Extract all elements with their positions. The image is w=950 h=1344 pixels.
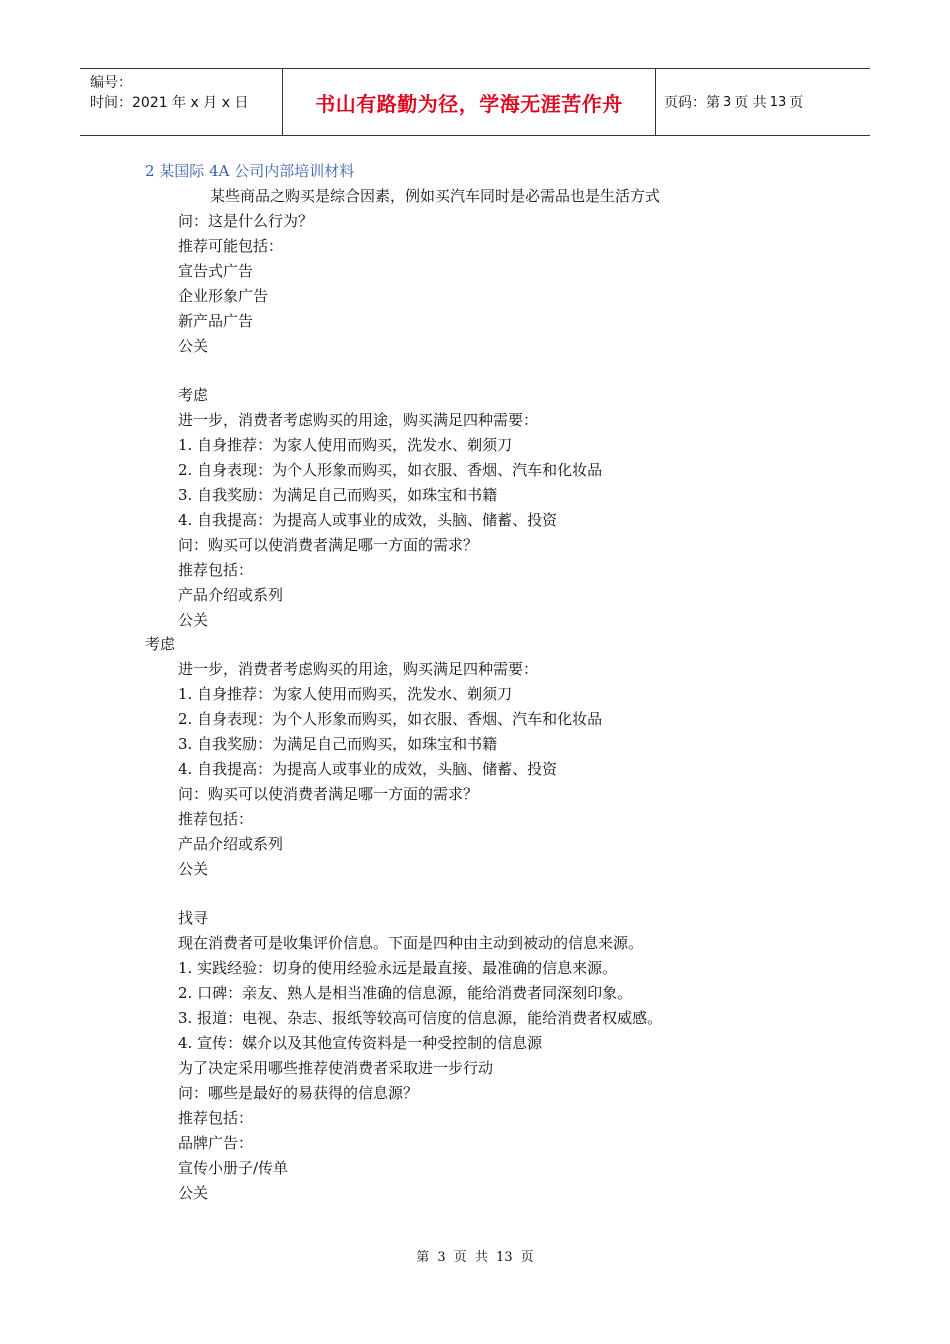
body-line: 4. 自我提高：为提高人或事业的成效，头脑、储蓄、投资 xyxy=(178,760,558,778)
header-divider-2 xyxy=(655,69,656,135)
header-page-info xyxy=(664,69,803,135)
doc-title: 2 某国际 4A 公司内部培训材料 xyxy=(145,162,355,180)
body-line: 为了决定采用哪些推荐使消费者采取进一步行动 xyxy=(178,1059,494,1077)
page-total: 13 xyxy=(769,94,787,110)
body-line: 1. 自身推荐：为家人使用而购买，洗发水、剃须刀 xyxy=(178,685,513,703)
page-mid: 页 共 xyxy=(734,95,767,111)
body-line: 公关 xyxy=(178,1184,209,1202)
body-line: 推荐包括： xyxy=(178,810,254,828)
body-line: 新产品广告 xyxy=(178,312,254,330)
body-line: 进一步，消费者考虑购买的用途，购买满足四种需要： xyxy=(178,411,539,429)
body-line: 推荐包括： xyxy=(178,561,254,579)
body-line: 考虑 xyxy=(178,386,209,404)
body-line: 2. 口碑：亲友、熟人是相当准确的信息源，能给消费者同深刻印象。 xyxy=(178,984,633,1002)
body-line: 产品介绍或系列 xyxy=(178,586,284,604)
body-line: 3. 自我奖励：为满足自己而购买，如珠宝和书籍 xyxy=(178,486,498,504)
body-line: 问：哪些是最好的易获得的信息源？ xyxy=(178,1084,419,1102)
page-footer: 第 3 页 共 13 页 xyxy=(416,1250,534,1265)
body-line: 某些商品之购买是综合因素，例如买汽车同时是必需品也是生活方式 xyxy=(210,187,661,205)
body-line: 3. 自我奖励：为满足自己而购买，如珠宝和书籍 xyxy=(178,735,498,753)
body-line: 2. 自身表现：为个人形象而购买，如衣服、香烟、汽车和化妆品 xyxy=(178,710,603,728)
body-line: 现在消费者可是收集评价信息。下面是四种由主动到被动的信息来源。 xyxy=(178,934,644,952)
body-line: 公关 xyxy=(178,611,209,629)
header-table xyxy=(80,68,870,136)
body-line: 1. 自身推荐：为家人使用而购买，洗发水、剃须刀 xyxy=(178,436,513,454)
body-line: 问：购买可以使消费者满足哪一方面的需求？ xyxy=(178,536,479,554)
page-number: 3 xyxy=(723,94,732,110)
body-line: 产品介绍或系列 xyxy=(178,835,284,853)
body-line: 问：购买可以使消费者满足哪一方面的需求？ xyxy=(178,785,479,803)
body-line: 推荐包括： xyxy=(178,1109,254,1127)
body-line: 找寻 xyxy=(178,909,209,927)
body-line: 1. 实践经验：切身的使用经验永远是最直接、最准确的信息来源。 xyxy=(178,959,618,977)
body-line: 3. 报道：电视、杂志、报纸等较高可信度的信息源，能给消费者权威感。 xyxy=(178,1009,663,1027)
body-line: 宣告式广告 xyxy=(178,262,254,280)
body-line: 推荐可能包括： xyxy=(178,237,284,255)
body-line: 4. 自我提高：为提高人或事业的成效，头脑、储蓄、投资 xyxy=(178,511,558,529)
header-motto: 书山有路勤为径，学海无涯苦作舟 xyxy=(315,91,623,116)
body-line: 品牌广告： xyxy=(178,1134,254,1152)
body-line: 问：这是什么行为？ xyxy=(178,212,314,230)
body-line: 4. 宣传：媒介以及其他宣传资料是一种受控制的信息源 xyxy=(178,1034,543,1052)
body-line: 进一步，消费者考虑购买的用途，购买满足四种需要： xyxy=(178,660,539,678)
body-line: 2. 自身表现：为个人形象而购买，如衣服、香烟、汽车和化妆品 xyxy=(178,461,603,479)
body-line: 考虑 xyxy=(145,635,176,653)
body-line: 企业形象广告 xyxy=(178,287,269,305)
body-line: 宣传小册子/传单 xyxy=(178,1159,289,1177)
header-left-cell xyxy=(90,73,280,113)
page-prefix: 页码：第 xyxy=(664,95,720,111)
page-suffix: 页 xyxy=(789,95,804,111)
body-line: 公关 xyxy=(178,337,209,355)
time-label: 时间：2021 年 x 月 x 日 xyxy=(90,95,249,111)
body-line: 公关 xyxy=(178,860,209,878)
code-label: 编号： xyxy=(90,75,132,91)
